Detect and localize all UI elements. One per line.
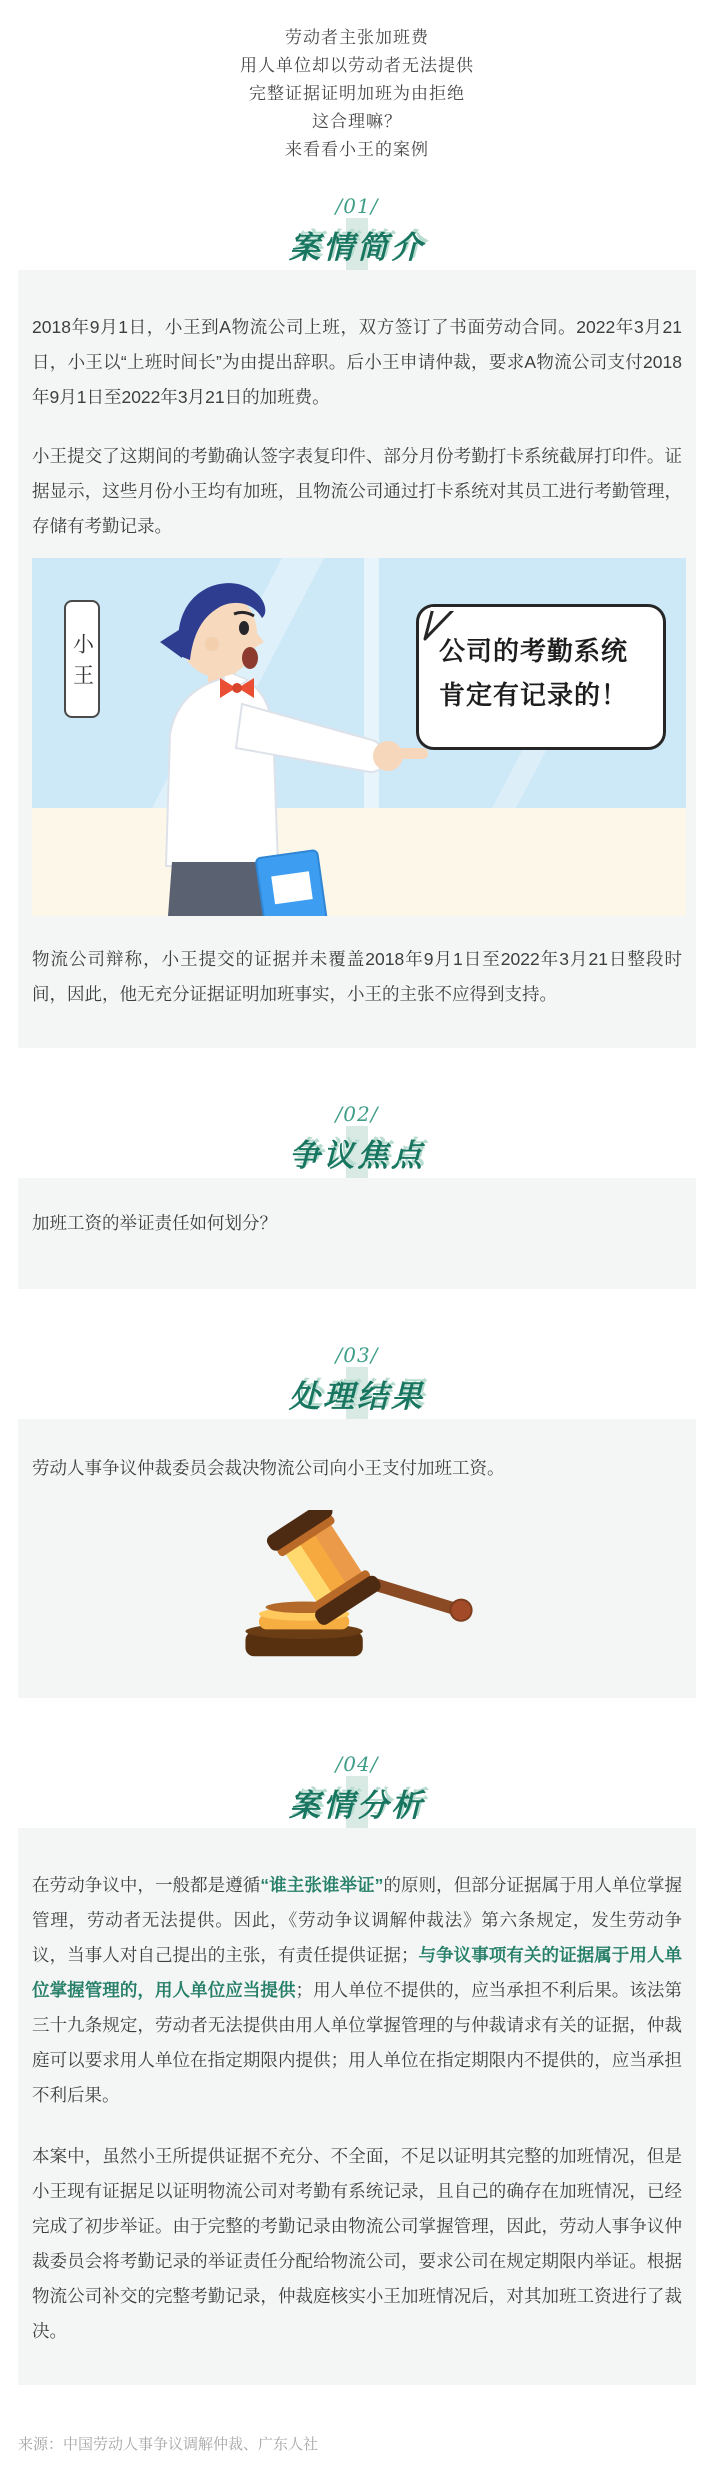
body-text: 在劳动争议中，一般都是遵循 bbox=[32, 1875, 261, 1895]
body-text: 的原则，但部分证据属于用人单位掌握管理，劳动者无法提供。因此，《劳动争议调解仲裁法》第六条规定，发生劳动争议，当事人对自己提出的主张，有责任提供证据； bbox=[32, 1875, 683, 1965]
analysis-card bbox=[18, 1828, 696, 2385]
section-2-number: /02/ bbox=[335, 1102, 379, 1126]
name-tag: 小王 bbox=[64, 600, 100, 718]
folder-label bbox=[271, 871, 313, 904]
case-intro-paragraph-3: 物流公司辩称，小王提交的证据并未覆盖2018年9月1日至2022年3月21日整段时间，因此，他无充分证据证明加班事实，小王的主张不应得到支持。 bbox=[32, 949, 682, 1004]
body-text: ；用人单位不提供的，应当承担不利后果。该法第三十九条规定，劳动者无法提供由用人单位掌握管理的与仲裁请求有关的证据，仲裁庭可以要求用人单位在指定期限内提供；用人单位在指定期限内不提供的，应当承担不利后果。 bbox=[32, 1980, 683, 2105]
section-1-title: 案情简介 bbox=[289, 230, 425, 265]
worker-ear bbox=[205, 637, 219, 651]
speech-bubble-tail bbox=[419, 607, 463, 641]
section-1-header bbox=[0, 194, 714, 270]
intro-line: 完整证据证明加班为由拒绝 bbox=[249, 84, 465, 103]
intro-line: 这合理嘛？ bbox=[312, 112, 402, 131]
emphasized-text: 与争议事项有关的证据属于用人单位掌握管理的，用人单位应当提供 bbox=[32, 1945, 683, 2000]
gavel-graphic bbox=[232, 1510, 482, 1668]
section-4-title: 案情分析 bbox=[289, 1788, 425, 1823]
analysis-paragraph-1 bbox=[32, 1868, 682, 2113]
section-2-title: 争议焦点 bbox=[289, 1138, 425, 1173]
intro-line: 劳动者主张加班费 bbox=[285, 28, 429, 47]
blue-folder bbox=[256, 850, 329, 916]
worker-eye bbox=[239, 621, 249, 635]
worker-shirt bbox=[166, 678, 278, 866]
gavel-illustration bbox=[32, 1510, 682, 1680]
dispute-focus-card bbox=[18, 1178, 696, 1289]
section-3-number: /03/ bbox=[335, 1343, 379, 1367]
analysis-paragraph-2 bbox=[32, 2139, 682, 2349]
case-intro-paragraph-1: 2018年9月1日，小王到A物流公司上班，双方签订了书面劳动合同。2022年3月21日，小王以“上班时间长”为由提出辞职。后小王申请仲裁，要求A物流公司支付2018年9月1日至2022年3月21日的加班费。 bbox=[32, 317, 682, 407]
case-intro-card bbox=[18, 270, 696, 1048]
intro-line: 来看看小王的案例 bbox=[285, 140, 429, 159]
emphasized-text: “谁主张谁举证” bbox=[260, 1875, 384, 1895]
section-1-number: /01/ bbox=[335, 194, 379, 218]
wall-lower bbox=[32, 808, 686, 916]
section-3-title: 处理结果 bbox=[289, 1379, 425, 1414]
section-4-header bbox=[0, 1752, 714, 1828]
speech-bubble-line-1: 公司的考勤系统 bbox=[439, 636, 629, 666]
dispute-focus-question: 加班工资的举证责任如何划分？ bbox=[32, 1213, 277, 1233]
result-card bbox=[18, 1419, 696, 1698]
worker-pointing-finger bbox=[388, 748, 428, 759]
intro-line: 用人单位却以劳动者无法提供 bbox=[240, 56, 474, 75]
speech-bubble-line-2: 肯定有记录的！ bbox=[439, 680, 629, 710]
section-4-number: /04/ bbox=[335, 1752, 379, 1776]
intro-headline bbox=[0, 0, 714, 164]
source-attribution: 来源：中国劳动人事争议调解仲裁、广东人社 bbox=[18, 2436, 319, 2453]
worker-open-mouth bbox=[242, 647, 258, 669]
section-3-header bbox=[0, 1343, 714, 1419]
bow-tie-knot bbox=[232, 683, 242, 693]
speech-bubble bbox=[416, 604, 666, 750]
body-text: 本案中，虽然小王所提供证据不充分、不全面，不足以证明其完整的加班情况，但是小王现有证据足以证明物流公司对考勤有系统记录，且自己的确存在加班情况，已经完成了初步举证。由于完整的考勤记录由物流公司掌握管理，因此，劳动人事争议仲裁委员会将考勤记录的举证责任分配给物流公司，要求公司在规定期限内举证。根据物流公司补交的完整考勤记录，仲裁庭核实小王加班情况后，对其加班工资进行了裁决。 bbox=[32, 2146, 682, 2341]
result-paragraph: 劳动人事争议仲裁委员会裁决物流公司向小王支付加班工资。 bbox=[32, 1458, 505, 1478]
case-intro-paragraph-2: 小王提交了这期间的考勤确认签字表复印件、部分月份考勤打卡系统截屏打印件。证据显示，这些月份小王均有加班，且物流公司通过打卡系统对其员工进行考勤管理，存储有考勤记录。 bbox=[32, 446, 682, 536]
section-2-header bbox=[0, 1102, 714, 1178]
worker-illustration bbox=[32, 558, 686, 916]
